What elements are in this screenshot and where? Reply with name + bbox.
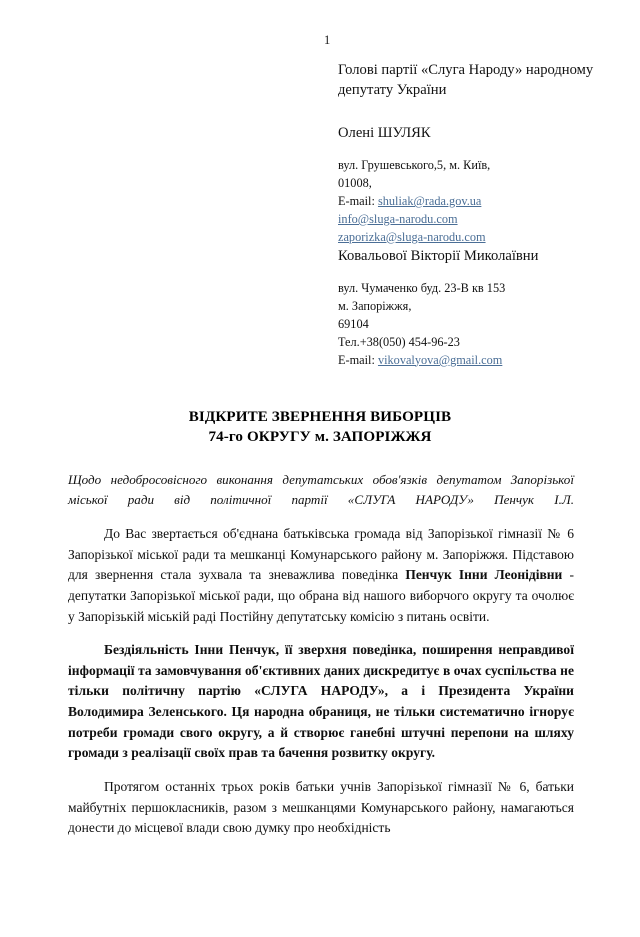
- addressee-secondary-address-line1: вул. Чумаченко буд. 23-В кв 153: [338, 281, 506, 296]
- document-title-line1: ВІДКРИТЕ ЗВЕРНЕННЯ ВИБОРЦІВ: [188, 409, 452, 425]
- addressee-primary-email3-row: [338, 229, 598, 247]
- document-subject: Щодо недобросовісного виконання депутатських обов'язків депутатом Запорізької міської ради від політичної партії «СЛУГА НАРОДУ» Пенчук І.Л.: [68, 472, 574, 507]
- addressee-primary-role-line2: народному депутату України: [338, 62, 594, 99]
- addressee-secondary-address-line3: 69104: [338, 317, 369, 332]
- addressee-secondary-block: [338, 246, 618, 370]
- addressee-primary-role: [338, 60, 598, 101]
- addressee-secondary-email-row: [338, 352, 618, 370]
- email-label: E-mail:: [338, 193, 375, 208]
- document-title-line2: 74-го ОКРУГУ м. ЗАПОРІЖЖЯ: [208, 428, 432, 445]
- body-paragraph-1: [68, 524, 574, 627]
- addressee-secondary-address-line2: м. Запоріжжя,: [338, 299, 412, 314]
- addressee-secondary-phone: Тел.+38(050) 454-96-23: [338, 334, 460, 349]
- email-link-zaporizka[interactable]: zaporizka@sluga-narodu.com: [338, 229, 486, 244]
- paragraph-1-text-part1: До Вас звертається об'єднана батьківська громада від Запорізької гімназії № 6 Запорізької міської ради та мешканці Комунарського району м. Запоріжжя. Підставою для звернення стала зухвала та зневажлива поведінка: [68, 526, 574, 583]
- addressee-primary-email2-row: [338, 211, 598, 229]
- addressee-primary-address-line1: вул. Грушевського,5, м. Київ,: [338, 158, 491, 173]
- page-number: 1: [324, 33, 331, 47]
- deputy-name-highlight: Пенчук Інни Леонідівни: [405, 567, 563, 583]
- document-title: [52, 408, 588, 447]
- addressee-primary-role-line1: Голові партії «Слуга Народу»: [338, 62, 523, 78]
- email-link-info[interactable]: info@sluga-narodu.com: [338, 211, 458, 226]
- body-paragraph-2: Бездіяльність Інни Пенчук, її зверхня поведінка, поширення неправдивої інформації та замовчування об'єктивних даних дискредитує в очах суспільства не тільки політичну партію «СЛУГА НАРОДУ», а і Президента України Володимира Зеленського. Ця народна обраниця, не тільки систематично ігнорує потреби громади свого округу, а й створює ганебні штучні перепони на шляху громади з реалізації своїх прав та бачення розвитку округу.: [68, 642, 574, 761]
- email-link-shuliak[interactable]: shuliak@rada.gov.ua: [377, 193, 482, 208]
- email-label-secondary: E-mail:: [338, 352, 375, 367]
- paragraph-1-text-part2: - депутатки Запорізької міської ради, що обрана від нашого виборчого округу та очолює у Запорізькій міській раді Постійну депутатську комісію з питань освіти.: [68, 567, 574, 624]
- addressee-secondary-contact: [338, 280, 618, 369]
- addressee-primary-email-row: [338, 193, 598, 211]
- addressee-secondary-name: Ковальової Вікторії Миколаївни: [338, 248, 539, 264]
- addressee-primary-contact: [338, 157, 598, 246]
- addressee-primary-name: Олені ШУЛЯК: [338, 124, 431, 141]
- addressee-primary-block: [338, 60, 598, 246]
- document-body: [68, 524, 574, 839]
- email-link-vikovalyova[interactable]: vikovalyova@gmail.com: [377, 352, 503, 367]
- body-paragraph-3: Протягом останніх трьох років батьки учнів Запорізької гімназії № 6, батьки майбутніх першокласників, разом з мешканцями Комунарського району, намагаються донести до місцевої влади свою думку про необхідність: [68, 779, 574, 836]
- addressee-primary-address-line2: 01008,: [338, 176, 372, 191]
